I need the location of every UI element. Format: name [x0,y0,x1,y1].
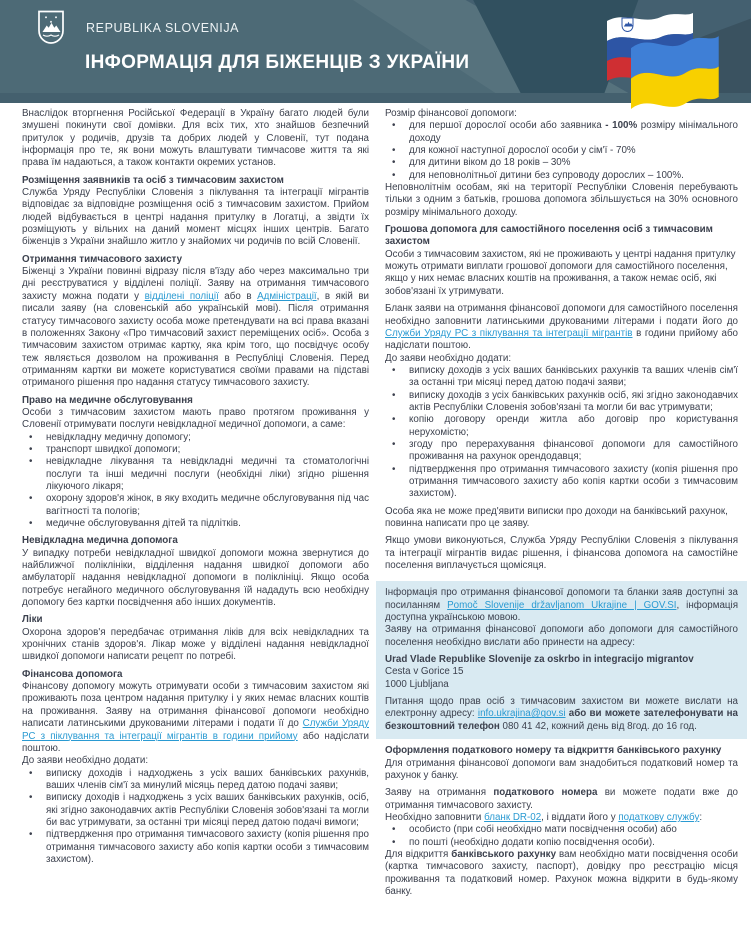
text-run: Заяву на отримання [385,787,494,799]
text-run: До заяви необхідно додати: [22,755,149,767]
paragraph [385,624,738,649]
text-run: охорону здоров'я жінок, в яку входить медичне обслуговування під час вагітності та пологів; [46,493,369,517]
bullet-item [385,365,738,390]
bullet-item [385,439,738,464]
paragraph [385,535,738,572]
text-run: Охорона здоров'я передбачає отримання ліків для всіх невідкладних та хронічних станів здоров'я. Лікар може у відділені надання невідкладної швидкої допомоги написати рецепт по потребі. [22,626,369,663]
text-run: 1000 Ljubljana [385,678,449,690]
text-run: або в [218,290,258,302]
bullet-item [385,120,738,145]
bullet-item [22,768,369,793]
text-run: ви можете подати вже до отримання тимчасового захисту. [385,787,738,811]
text-run: транспорт швидкої допомоги; [46,443,181,455]
republic-label: REPUBLIKA SLOVENIJA [86,21,240,35]
paragraph [385,506,738,531]
text-run: Фінансову допомогу можуть отримувати особи з тимчасовим захистом які проживають поза центром надання притулку і у яких немає власних коштів на проживання. Заяву на отримання фінансової допомоги необхідно написати латинськими друкованими літерами і подати її до [22,681,369,730]
ukraine-flag [631,36,719,109]
text-link[interactable]: податкову службу [618,811,700,823]
bullet-item [22,792,369,829]
bullet-list [385,120,738,182]
text-run: виписку доходів з усіх банківських рахунків осіб, які згідно законодавчих актів Республіки Словенія зобов'язані та могли би вас утримувати; [409,389,738,413]
bullet-item [22,518,369,530]
text-run: по пошті (необхідно додати копію посвідчення особи). [409,836,655,848]
text-run: Особи з тимчасовим захистом, які не проживають у центрі надання притулку можуть отримати виплати грошової допомоги для самостійного поселення, якщо у них немає власних коштів на проживання, а також немає осіб, які зобов'язані їх утримувати. [385,248,736,297]
text-run: медичне обслуговування дітей та підлітків. [46,518,241,529]
section-heading: Розміщення заявників та осіб з тимчасовим захистом [22,174,284,186]
text-run: Cesta v Gorice 15 [385,666,464,678]
text-run: : [699,811,703,823]
bullet-item [22,432,369,444]
text-run: , і віддати його у [541,811,619,823]
text-run: розміру мінімального доходу [409,120,738,144]
bullet-list [22,432,369,531]
left-column [22,108,369,866]
text-run: копію договору оренди житла або договір про користування нерухомістю; [409,414,738,438]
text-run: невідкладну медичну допомогу; [46,431,191,443]
text-run: виписку доходів і надходжень з усіх ваших банківських рахунків, осіб, які згідно законодавчих актів Республіки Словенія зобов'язані та могли би вас утримувати, за останні три місяці перед датою подачі вимоги; [46,792,369,828]
bullet-item [385,414,738,439]
paragraph [22,108,369,170]
paragraph [385,849,738,898]
text-run: для першої дорослої особи або заявника [409,120,606,132]
paragraph [385,303,738,352]
slovenia-ukraine-flags [604,4,720,116]
text-run: Якщо умови виконуються, Служба Уряду Республіки Словенія з піклування та інтеграції мігрантів видає рішення, і фінансова допомога на самостійне поселення виплачується щомісяця. [385,535,738,572]
section-heading: Грошова допомога для самостійного поселення осіб з тимчасовим захистом [385,224,713,248]
paragraph [385,758,738,783]
paragraph [385,353,738,365]
text-link[interactable]: Служби Уряду РС з піклування та інтеграції мігрантів [385,327,633,339]
section-heading: Ліки [22,614,43,626]
text-run: Розмір фінансової допомоги: [385,108,517,119]
bullet-item [385,837,738,849]
text-run: невідкладне лікування та невідкладні медичні та стоматологічні послуги та інші медичні послуги (необхідні ліки) згідно рішення лікуючого лікаря; [46,456,369,492]
info-box [376,581,747,739]
section-heading: Отримання тимчасового захисту [22,253,183,265]
page-title: ІНФОРМАЦІЯ ДЛЯ БІЖЕНЦІВ З УКРАЇНИ [85,52,470,73]
section-heading: Невідкладна медична допомога [22,535,178,547]
text-run: Служба Уряду Республіки Словенія з піклування та інтеграції мігрантів відповідає за відповідне розміщення осіб з тимчасовим захистом. Прийом людей відбувається в центрі надання притулку в Логатці, а звідти їх розміщують у вільних на даний момент місцях інших центрів. Багато біженців з України знайшло житло у знайомих чи родичів по всій Словенії. [22,187,369,248]
text-run: підтвердження про отримання тимчасового захисту (копія рішення про отримання тимчасового захисту або копія картки особи з тимчасовим захистом). [409,463,738,500]
bullet-item [385,170,738,182]
text-run: для кожної наступної дорослої особи у сім'ї - 70% [409,145,636,157]
paragraph [22,407,369,432]
paragraph [22,755,369,767]
text-run: Особа яка не може пред'явити виписки про доходи на банківський рахунок, повинна написати про це заяву. [385,505,728,529]
text-run: виписку доходів з усіх ваших банківських рахунків та ваших членів сім'ї за останні три місяці перед датою подачі заяви; [409,364,738,389]
section-heading: Оформлення податкового номеру та відкриття банківського рахунку [385,745,722,757]
text-link[interactable]: відділені поліції [144,290,219,302]
paragraph [385,787,738,812]
paragraph [385,696,738,733]
text-run: У випадку потреби невідкладної швидкої допомоги можна звернутися до найближчої поліклініки, відділення надання швидкої допомоги або амбулаторії надання невідкладної допомоги в поліклініці. Якщо особа потребує негайного медичного обслуговування їй нададуть всю необхідну допомогу без картки посвідчення або інших документів. [22,547,369,609]
text-run: підтвердження про отримання тимчасового захисту (копія рішення про отримання тимчасового захисту або копія картки особи з тимчасовим захистом). [46,829,369,865]
paragraph [22,187,369,249]
bullet-item [385,824,738,836]
paragraph [385,666,738,678]
text-run: банківського рахунку [451,848,557,860]
text-run: Для відкриття [385,848,452,860]
text-run: особисто (при собі необхідно мати посвідчення особи) або [409,824,677,836]
text-run: податкового номера [493,787,598,799]
text-run: , інформація доступна українською мовою. [385,599,738,624]
text-link[interactable]: бланк DR-02 [484,811,542,823]
slovenia-coat-of-arms-icon [37,10,65,45]
text-run: для дитини віком до 18 років – 30% [409,157,571,169]
text-link[interactable]: info.ukrajina@gov.si [477,708,566,720]
text-run: Інформація про отримання фінансової допомоги та бланки заяв доступні за посиланням [385,587,738,611]
text-run: для неповнолітньої дитини без супроводу дорослих – 100%. [409,169,684,181]
text-run: Неповнолітнім особам, які на території Республіки Словенія перебувають тільки з одним з батьків, грошова допомога збільшується на 30% основного розміру мінімального доходу. [385,182,738,218]
text-run: Внаслідок вторгнення Російської Федерації в Україну багато людей були змушені покинути свої домівки. Для всіх тих, хто знайшов безпечний притулок у родичів, друзів та добрих людей у Словенії, тут подана інформація про те, як вони можуть влаштувати тимчасове життя та які права їм надаються, а також контакти окремих установ. [22,108,369,169]
section-heading: Фінансова допомога [22,668,123,680]
bullet-item [385,390,738,415]
bullet-item [385,145,738,157]
text-run: Urad Vlade Republike Slovenije za oskrbo in integracijo migrantov [385,654,694,666]
text-link[interactable]: Адміністрації [257,290,317,302]
text-run: Питання щодо прав осіб з тимчасовим захистом ви можете вислати на електронну адресу: [385,696,738,720]
text-run: або ви можете зателефонувати на безкоштовний телефон [385,708,739,732]
text-run: 080 41 42, кожний день від 8год. до 16 год. [502,720,697,732]
bullet-item [385,157,738,169]
text-run: - 100% [605,120,638,132]
paragraph [22,681,369,755]
bullet-item [22,493,369,518]
paragraph [385,249,738,298]
text-run: Особи з тимчасовим захистом мають право протягом проживання у Словенії отримувати послуги невідкладної медичної допомоги, а саме: [22,406,369,431]
bullet-list [385,365,738,501]
bullet-item [385,464,738,501]
bullet-item [22,444,369,456]
text-link[interactable]: Служби Уряду РС з піклування та інтеграції мігрантів в години прийому [22,718,369,742]
text-run: , в якій ви писали заяву (на словенській або українській мові). Після отримання статусу тимчасового захисту особа може претендувати на всі права вказані в положеннях Закону «Про тимчасовий захист переміщених осіб». Особа з тимчасовим захистом отримає картку, яка крім того, що посвідчує особу теж являється дозволом на проживання в Республіці Словенія. Перед отриманням картки ви можете користуватися своїми правами на підставі отриманого рішення про надання статусу тимчасового захисту. [22,290,369,389]
text-run: виписку доходів і надходжень з усіх ваших банківських рахунків, ваших членів сім'ї за минулий місяць перед датою подачі заяви; [46,767,369,791]
text-run: в години прийому або надіслати поштою. [385,327,738,352]
section-heading: Право на медичне обслуговування [22,394,193,406]
paragraph [22,627,369,664]
text-run: Бланк заяви на отримання фінансової допомоги для самостійного поселення необхідно заповнити латинськими друкованими літерами і подати його до [385,303,738,327]
paragraph [385,679,738,691]
text-run: Біженці з України повинні відразу після в'їзду або через максимально три дні реєструватися у відділені поліції. Заяву на отримання тимчасового захисту можна подати у [22,266,369,302]
text-run: До заяви необхідно додати: [385,352,512,364]
text-run: згоду про перерахування фінансової допомоги для самостійного проживання на рахунок орендодавця; [409,438,738,463]
bullet-list [22,768,369,867]
text-run: або надіслати поштою. [22,730,369,754]
paragraph [385,587,738,624]
document-header [0,0,751,103]
text-run: Необхідно заповнити [385,811,485,823]
paragraph [385,182,738,219]
text-link[interactable]: Pomoč Slovenije državljanom Ukrajine | GOV.SI [447,599,677,611]
bullet-item [22,829,369,866]
bullet-list [385,824,738,849]
right-column [385,108,738,898]
paragraph [385,812,738,824]
paragraph [22,266,369,389]
bullet-item [22,456,369,493]
text-run: Для отримання фінансової допомоги вам знадобиться податковий номер та рахунок у банку. [385,757,738,781]
paragraph [22,548,369,610]
paragraph [385,654,738,666]
text-run: Заяву на отримання фінансової допомоги або допомоги для самостійного поселення необхідно вислати або принести на адресу: [385,624,738,648]
text-run: вам необхідно мати посвідчення особи (картка тимчасового захисту, паспорт), довідку про реєстрацію місця проживання та податковий номер. Рахунок можна відкрити в будь-якому банку. [385,848,739,897]
